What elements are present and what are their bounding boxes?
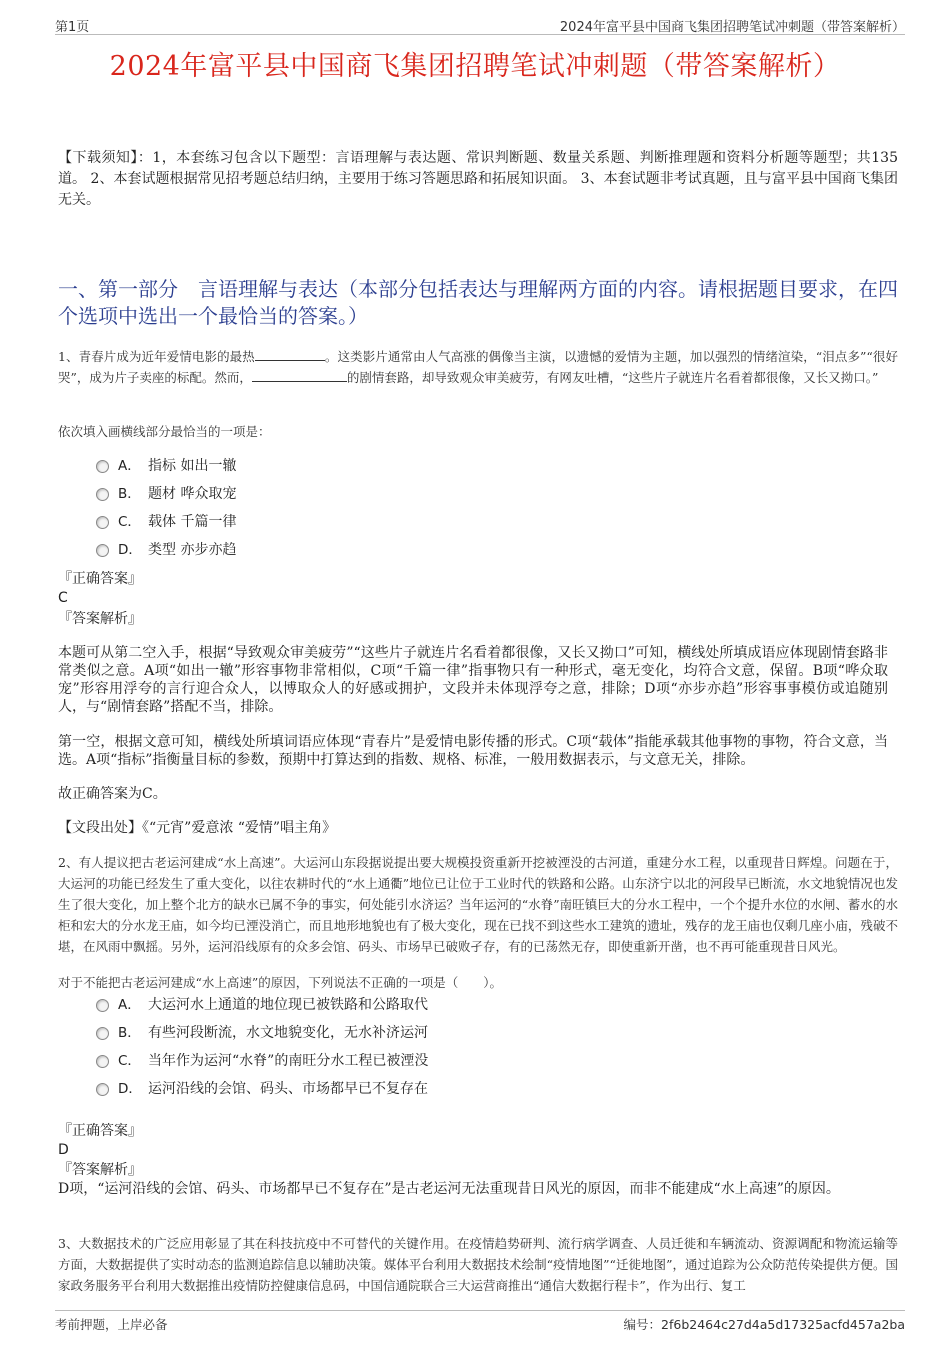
page-footer xyxy=(55,1310,905,1333)
page-title: 2024年富平县中国商飞集团招聘笔试冲刺题（带答案解析） xyxy=(109,51,841,82)
q2-analysis: D项，“运河沿线的会馆、码头、市场都早已不复存在”是古老运河无法重现昔日风光的原因，而非不能建成“水上高速”的原因。 xyxy=(58,1181,840,1197)
question-2-stem: 2、有人提议把古老运河建成“水上高速”。大运河山东段据说提出要大规模投资重新开挖被湮没的古河道，重建分水工程，以重现昔日辉煌。问题在于，大运河的功能已经发生了重大变化，以往农耕时代的“水上通衢”地位已让位于工业时代的铁路和公路。山东济宁以北的河段早已断流，水文地貌情况也发生了很大变化，加上整个北方的缺水已属不争的事实，何处能引水济运？当年运河的“水脊”南旺镇巨大的分水工程中，一个个提升水位的水闸、蓄水的水柜和宏大的分水龙王庙，如今均已湮没消亡，而且地形地貌也有了极大变化，现在已找不到这些水工建筑的遗址，残存的龙王庙也仅剩几座小庙，残破不堪，在风雨中飘摇。另外，运河沿线原有的众多会馆、码头、市场早已破败孑存，有的已荡然无存，即使重新开凿，也不再可能重现昔日风光。 xyxy=(58,855,898,954)
q2-option-a[interactable]: A． 大运河水上通道的地位现已被铁路和公路取代 xyxy=(96,991,876,1019)
question-1-prompt: 依次填入画横线部分最恰当的一项是： xyxy=(58,424,271,439)
page-header xyxy=(55,14,905,35)
header-doc-title: 2024年富平县中国商飞集团招聘笔试冲刺题（带答案解析） xyxy=(559,20,905,35)
footer-doc-id: 编号：2f6b2464c27d4a5d17325acfd457a2ba xyxy=(623,1317,905,1332)
q1-stem-part-c: 的剧情套路，却导致观众审美疲劳，有网友吐槽，“这些片子就连片名看着都很像，又长又拗口。” xyxy=(346,370,879,385)
radio-button-icon[interactable] xyxy=(96,460,109,473)
q1-stem-part-b: 。这类影片通常由人气高涨的偶像当主演，以遗憾的爱情为主题，加以强烈的情绪渲染，“泪点多”“很好哭”，成为片子卖座的标配。然而， xyxy=(58,349,898,385)
q2-answer: D xyxy=(58,1142,69,1158)
q2-option-d[interactable]: D． 运河沿线的会馆、码头、市场都早已不复存在 xyxy=(96,1075,876,1103)
question-1-stem xyxy=(58,346,898,388)
radio-button-icon[interactable] xyxy=(96,1055,109,1068)
q1-blank-2 xyxy=(252,367,347,382)
radio-button-icon[interactable] xyxy=(96,999,109,1012)
footer-slogan: 考前押题，上岸必备 xyxy=(55,1317,168,1332)
q1-option-b[interactable]: B． 题材 哗众取宠 xyxy=(96,480,876,508)
section-heading: 一、第一部分 言语理解与表达（本部分包括表达与理解两方面的内容。请根据题目要求，在四个选项中选出一个最恰当的答案。） xyxy=(58,277,898,328)
q2-analysis-label: 『答案解析』 xyxy=(58,1162,142,1178)
question-3-stem: 3、大数据技术的广泛应用彰显了其在科技抗疫中不可替代的关键作用。在疫情趋势研判、流行病学调查、人员迁徙和车辆流动、资源调配和物流运输等方面，大数据提供了实时动态的监测追踪信息以辅助决策。媒体平台利用大数据技术绘制“疫情地图”“迁徙地图”，通过追踪为公众防范传染提供方便。国家政务服务平台利用大数据推出疫情防控健康信息码，中国信通院联合三大运营商推出“通信大数据行程卡”，作为出行、复工 xyxy=(58,1236,898,1293)
radio-button-icon[interactable] xyxy=(96,488,109,501)
q2-option-b[interactable]: B． 有些河段断流，水文地貌变化，无水补济运河 xyxy=(96,1019,876,1047)
q1-analysis-paragraph-1: 本题可从第二空入手，根据“导致观众审美疲劳”“这些片子就连片名看着都很像，又长又拗口”可知，横线处所填成语应体现剧情套路非常类似之意。A项“如出一辙”形容事物非常相似，C项“千篇一律”指事物只有一种形式，毫无变化，均符合文意，保留。B项“哗众取宠”形容用浮夸的言行迎合众人，以博取众人的好感或拥护，文段并未体现浮夸之意，排除；D项“亦步亦趋”形容事事模仿或追随别人，与“剧情套路”搭配不当，排除。 xyxy=(58,645,888,715)
radio-button-icon[interactable] xyxy=(96,1083,109,1096)
radio-button-icon[interactable] xyxy=(96,544,109,557)
q1-analysis-label: 『答案解析』 xyxy=(58,611,142,627)
question-1-options xyxy=(96,452,876,564)
download-notice: 【下载须知】：1，本套练习包含以下题型：言语理解与表达题、常识判断题、数量关系题、判断推理题和资料分析题等题型；共135道。 2、本套试题根据常见招考题总结归纳，主要用于练习答题思路和拓展知识面。 3、本套试题非考试真题，且与富平县中国商飞集团无关。 xyxy=(58,150,898,208)
radio-button-icon[interactable] xyxy=(96,1027,109,1040)
q1-analysis-paragraph-2: 第一空，根据文意可知，横线处所填词语应体现“青春片”是爱情电影传播的形式。C项“载体”指能承载其他事物的事物，符合文意，当选。A项“指标”指衡量目标的参数，预期中打算达到的指数、规格、标准，一般用数据表示，与文意无关，排除。 xyxy=(58,734,888,768)
q1-answer: C xyxy=(58,590,68,606)
q1-stem-part-a: 1、青春片成为近年爱情电影的最热 xyxy=(58,349,255,364)
radio-button-icon[interactable] xyxy=(96,516,109,529)
q2-option-c[interactable]: C． 当年作为运河“水脊”的南旺分水工程已被湮没 xyxy=(96,1047,876,1075)
q1-answer-label: 『正确答案』 xyxy=(58,571,142,587)
q1-option-d[interactable]: D． 类型 亦步亦趋 xyxy=(96,536,876,564)
question-2-prompt: 对于不能把古老运河建成“水上高速”的原因，下列说法不正确的一项是（ ）。 xyxy=(58,975,503,990)
page-number: 第1页 xyxy=(55,20,90,35)
q1-option-a[interactable]: A． 指标 如出一辙 xyxy=(96,452,876,480)
q1-blank-1 xyxy=(255,346,325,361)
question-2-options xyxy=(96,991,876,1103)
q1-option-c[interactable]: C． 载体 千篇一律 xyxy=(96,508,876,536)
q1-source: 【文段出处】《“元宵”爱意浓 “爱情”唱主角》 xyxy=(58,820,337,836)
q2-answer-label: 『正确答案』 xyxy=(58,1123,142,1139)
q1-analysis-paragraph-3: 故正确答案为C。 xyxy=(58,786,167,802)
